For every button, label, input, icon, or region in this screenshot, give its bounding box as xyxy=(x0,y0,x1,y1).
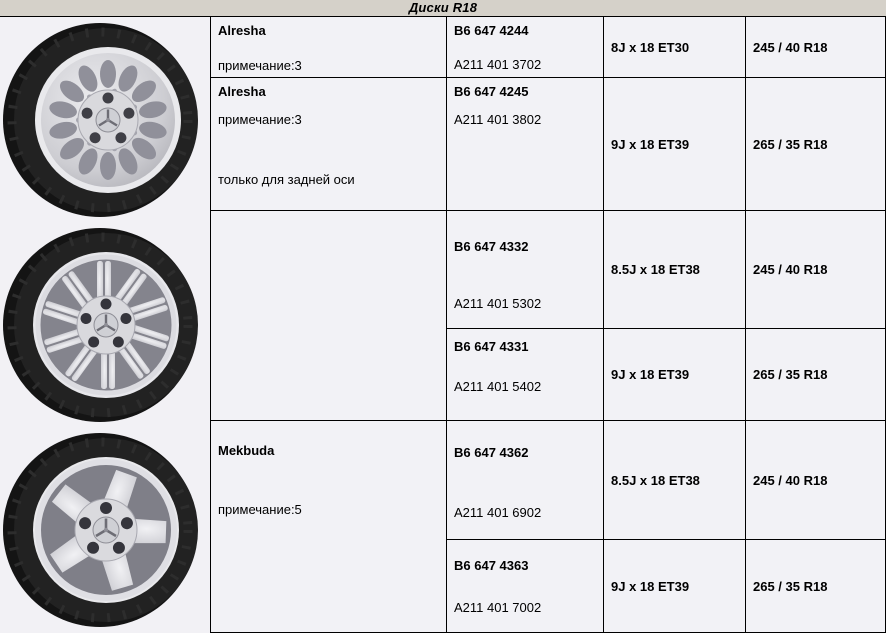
tire-size-cell xyxy=(746,329,886,421)
tire-size-cell xyxy=(746,540,886,633)
wheel-name-cell xyxy=(211,17,447,78)
rim-size-cell xyxy=(604,211,746,329)
part-number-b6: B6 647 4331 xyxy=(454,339,529,354)
part-number-a: A211 401 3802 xyxy=(454,112,542,127)
wheel-name: Mekbuda xyxy=(218,443,275,458)
part-number-a: A211 401 6902 xyxy=(454,505,542,520)
wheel-name-cell-empty xyxy=(211,211,447,421)
rim-size: 9J x 18 ET39 xyxy=(611,578,690,594)
rim-size: 8.5J x 18 ET38 xyxy=(611,472,700,488)
mercedes-star-icon xyxy=(94,313,118,337)
part-number-a: A211 401 5302 xyxy=(454,296,542,311)
part-number-a: A211 401 3702 xyxy=(454,57,542,72)
part-number-b6: B6 647 4244 xyxy=(454,23,529,38)
mercedes-star-icon xyxy=(93,517,119,543)
tire-size-cell xyxy=(746,211,886,329)
mekbuda-wheel-image xyxy=(2,430,208,630)
part-number-a: A211 401 5402 xyxy=(454,379,542,394)
part-number-cell xyxy=(447,540,604,633)
wheel-name: Alresha xyxy=(218,84,266,99)
wheel-note: примечание:3 xyxy=(218,112,302,127)
part-number-b6: B6 647 4332 xyxy=(454,239,529,254)
tire-size: 245 / 40 R18 xyxy=(753,262,828,277)
double-spoke-wheel-image xyxy=(2,225,208,425)
rim-size-cell xyxy=(604,78,746,211)
part-number-cell xyxy=(447,78,604,211)
part-number-b6: B6 647 4362 xyxy=(454,445,529,460)
rim-size-cell xyxy=(604,421,746,540)
wheel-name-cell xyxy=(211,421,447,633)
rim-size: 8J x 18 ET30 xyxy=(611,39,690,55)
wheel-note: примечание:5 xyxy=(218,502,302,517)
rim-size-cell xyxy=(604,540,746,633)
wheel-photo-column xyxy=(0,17,210,633)
tire-size-cell xyxy=(746,78,886,211)
tire-size: 245 / 40 R18 xyxy=(753,472,828,488)
part-number-cell xyxy=(447,421,604,540)
part-number-cell xyxy=(447,17,604,78)
rim-size-cell xyxy=(604,329,746,421)
wheel-photo-double-spoke xyxy=(0,222,210,427)
part-number-b6: B6 647 4363 xyxy=(454,558,529,573)
page-title: Диски R18 xyxy=(0,0,886,17)
rim-size-cell xyxy=(604,17,746,78)
wheel-name-cell xyxy=(211,78,447,211)
rim-size: 8.5J x 18 ET38 xyxy=(611,262,700,277)
wheel-note-axle: только для задней оси xyxy=(218,172,355,187)
part-number-cell xyxy=(447,329,604,421)
tire-size-cell xyxy=(746,421,886,540)
main-content xyxy=(0,17,886,633)
wheel-photo-mekbuda xyxy=(0,428,210,633)
wheel-photo-alresha xyxy=(0,17,210,222)
tire-size: 265 / 35 R18 xyxy=(753,367,828,382)
alresha-wheel-image xyxy=(2,20,208,220)
wheel-note: примечание:3 xyxy=(218,58,302,73)
part-number-b6: B6 647 4245 xyxy=(454,84,529,99)
tire-size: 265 / 35 R18 xyxy=(753,136,828,152)
rim-size: 9J x 18 ET39 xyxy=(611,367,690,382)
part-number-a: A211 401 7002 xyxy=(454,600,542,615)
tire-size: 265 / 35 R18 xyxy=(753,578,828,594)
tire-size: 245 / 40 R18 xyxy=(753,39,828,55)
mercedes-star-icon xyxy=(96,108,120,132)
wheel-name: Alresha xyxy=(218,23,266,38)
part-number-cell xyxy=(447,211,604,329)
rims-table xyxy=(210,17,886,633)
rim-size: 9J x 18 ET39 xyxy=(611,136,690,152)
tire-size-cell xyxy=(746,17,886,78)
